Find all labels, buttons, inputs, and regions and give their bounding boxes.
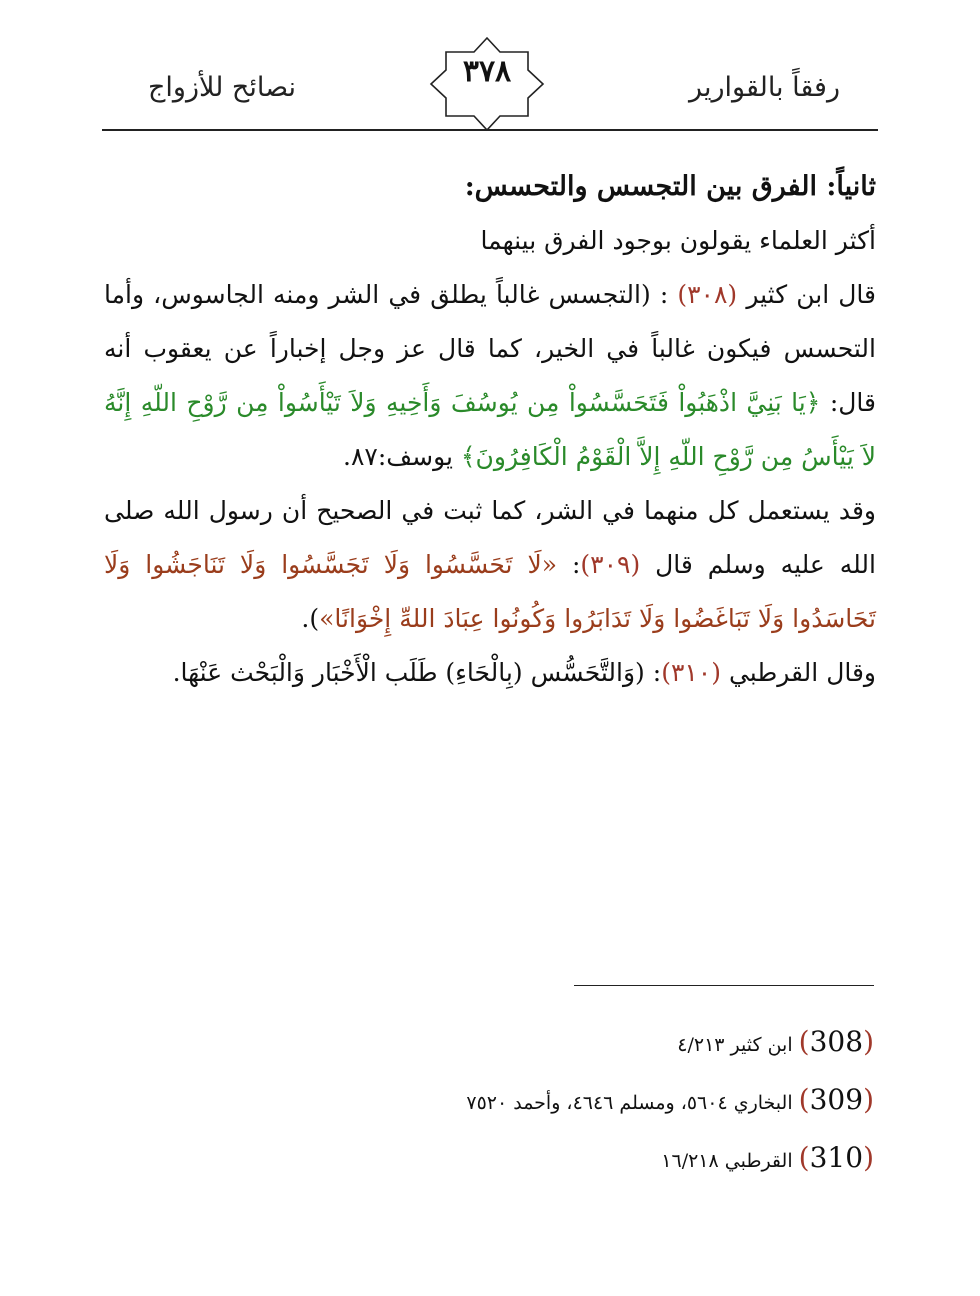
- author-name-qurtubi: وقال القرطبي: [721, 658, 876, 687]
- header-divider: [102, 129, 878, 131]
- footnote-text: القرطبي ١٦/٢١٨: [661, 1150, 793, 1172]
- qurtubi-quote: : (وَالتَّحَسُّس (بِالْحَاءِ) طَلَب الْأَخْبَار وَالْبَحْث عَنْهَا.: [172, 658, 662, 687]
- paragraph-intro: أكثر العلماء يقولون بوجود الفرق بينهما: [480, 226, 876, 255]
- hadith-text: «لَا تَحَسَّسُوا وَلَا تَجَسَّسُوا وَلَا تَنَاجَشُوا وَلَا تَحَاسَدُوا وَلَا تَبَاغَضُوا وَلَا تَدَابَرُوا وَكُونُوا عِبَادَ اللهِّ إِخْوَانًا»: [104, 550, 876, 633]
- footnote-number: 310: [809, 1141, 864, 1174]
- footnote-number: 309: [809, 1083, 864, 1116]
- paragraph-ibn-kathir: [104, 268, 876, 484]
- footnote-ref-310[interactable]: (٣١٠): [661, 658, 722, 687]
- main-text: [104, 160, 876, 700]
- colon: :: [557, 550, 581, 579]
- verse-reference: يوسف:٨٧.: [343, 442, 461, 471]
- header-chapter-title: نصائح للأزواج: [148, 72, 297, 103]
- footnote-divider: [574, 985, 874, 986]
- quote-text: : (التجسس غالباً يطلق في الشر ومنه الجاسوس، وأما التحسس فيكون غالباً في الخير، كما قال عز وجل إخباراً عن يعقوب أنه قال:: [104, 280, 876, 417]
- author-name: قال ابن كثير: [746, 280, 876, 309]
- quran-verse: ﴿يَا بَنِيَّ اذْهَبُواْ فَتَحَسَّسُواْ مِن يُوسُفَ وَأَخِيهِ وَلاَ تَيْأَسُواْ مِن رَّوْحِ اللّهِ إِنَّهُ لاَ يَيْأَسُ مِن رَّوْحِ اللّهِ إِلاَّ الْقَوْمُ الْكَافِرُونَ﴾: [104, 388, 876, 471]
- footnotes: [174, 1022, 874, 1196]
- footnote-number: 308: [809, 1025, 864, 1058]
- paragraph-hadith: [104, 484, 876, 646]
- footnote-item: (309) البخاري ٥٦٠٤، ومسلم ٤٦٤٦، وأحمد ٧٥٢٠: [466, 1083, 874, 1116]
- footnote-text: ابن كثير ٤/٢١٣: [677, 1034, 793, 1056]
- section-heading: ثانياً: الفرق بين التجسس والتحسس:: [464, 171, 876, 202]
- page-number: ٣٧٨: [462, 54, 512, 89]
- paragraph-qurtubi: [104, 646, 876, 700]
- header-book-title: رفقاً بالقوارير: [689, 72, 840, 103]
- footnote-item: (310) القرطبي ١٦/٢١٨: [661, 1141, 874, 1174]
- hadith-intro: وقد يستعمل كل منهما في الشر، كما ثبت في الصحيح أن رسول الله صلى الله عليه وسلم قال: [104, 496, 876, 579]
- footnote-ref-308[interactable]: (٣٠٨): [677, 280, 738, 309]
- footnote-item: (308) ابن كثير ٤/٢١٣: [677, 1025, 874, 1058]
- footnote-ref-309[interactable]: (٣٠٩): [580, 550, 641, 579]
- footnote-text: البخاري ٥٦٠٤، ومسلم ٤٦٤٦، وأحمد ٧٥٢٠: [466, 1092, 793, 1114]
- hadith-end: ).: [301, 604, 320, 633]
